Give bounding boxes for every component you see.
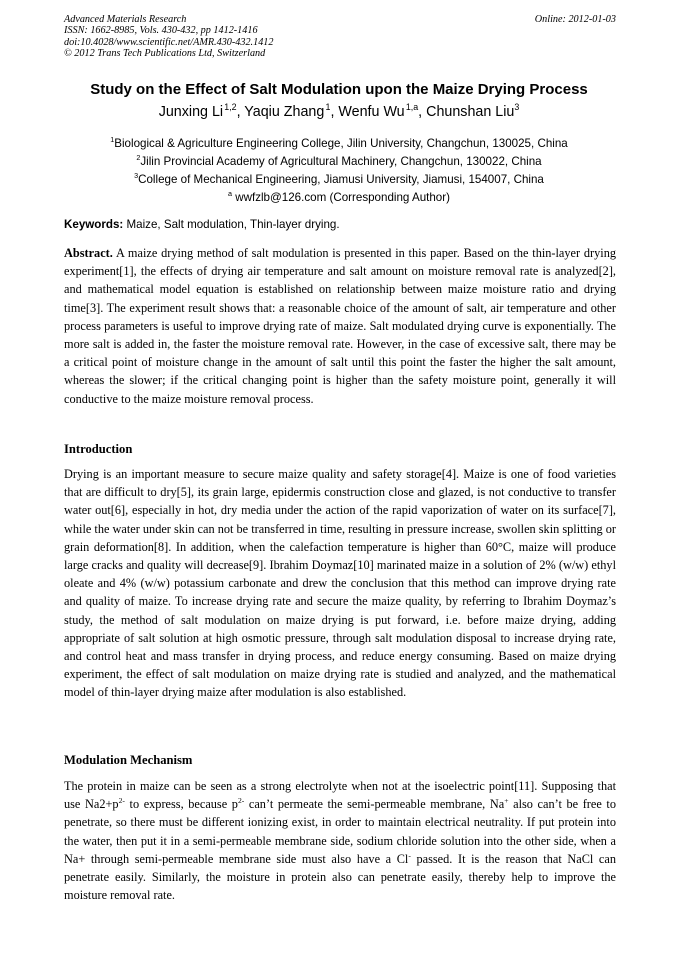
paragraph-text: to express, because p	[124, 797, 238, 812]
journal-name: Advanced Materials Research	[64, 14, 187, 25]
affiliation-3	[0, 173, 678, 186]
paragraph-text: also can’t be free to penetrate, so there must be different ionizing exist, in order to maintain electrical neutrality. If put protein into the water, then put it in a semi-permeable membrane side, sodium chloride solution into the other side, when a Na+ through semi-permeable membrane side must also have a Cl	[64, 797, 616, 866]
section-heading-modulation-mechanism: Modulation Mechanism	[64, 753, 193, 767]
keywords	[64, 218, 616, 231]
keywords-text: Maize, Salt modulation, Thin-layer drying.	[123, 218, 340, 231]
abstract-label: Abstract.	[64, 246, 113, 260]
author-affiliation-mark: 1,a	[405, 102, 419, 113]
author-name: Yaqiu Zhang	[244, 104, 325, 120]
introduction-paragraph: Drying is an important measure to secure maize quality and safety storage[4]. Maize is one of food varieties that are difficult to dry[5], its grain large, epidermis construction close and glazed, is not conductive to transfer water out[6], especially in hot, dry media under the action of the rapid vaporization of water on its surface[7], while the water under skin can not be transferred in time, resulting in pressure increase, swollen skin splitting or grain deformation[8]. In addition, when the calefaction temperature is higher than 60°C, maize will produce large cracks and quality will decrease[9]. Ibrahim Doymaz[10] marinated maize in a solution of 2% (w/w) ethyl oleate and 4% (w/w) potassium carbonate and drew the conclusion that this method can improve drying rate and quality of maize. To increase drying rate and secure the maize quality, by referring to Ibrahim Doymaz’s study, the method of salt modulation on maize drying is put forward, i.e. before maize drying, adding appropriate of salt solution at high osmotic pressure, through salt modulation disposal to increase drying rate, and control heat and mass transfer in drying process, and reduce energy consuming. Based on maize drying experiment, the effect of salt modulation on maize drying rate is studied and analyzed, and the mathematical model of thin-layer drying maize after modulation is also established.	[64, 467, 616, 700]
charge-superscript: 2-	[118, 796, 125, 806]
doi-line[interactable]: doi:10.4028/www.scientific.net/AMR.430-432.1412	[64, 36, 274, 48]
author-list: Junxing Li $^{1,2}$, Yaqiu Zhang $^1$, Wenfu Wu $^{1,a}$, Chunshan Liu$^3$	[158, 102, 520, 120]
email-text[interactable]: wwfzlb@126.com (Corresponding Author)	[232, 191, 450, 204]
corresponding-email	[0, 191, 678, 204]
affiliation-mark: 1	[110, 135, 115, 145]
abstract-paragraph	[64, 244, 616, 408]
copyright-line: © 2012 Trans Tech Publications Ltd, Switzerland	[64, 48, 266, 60]
journal-header	[64, 14, 616, 60]
paragraph-text: can’t permeate the semi-permeable membrane, Na	[244, 797, 505, 812]
charge-superscript: +	[504, 796, 509, 806]
affiliation-mark: 2	[136, 153, 141, 163]
modulation-paragraph	[64, 777, 616, 904]
author-name: Wenfu Wu	[338, 104, 405, 120]
affiliation-text: Jilin Provincial Academy of Agricultural Machinery, Changchun, 130022, China	[140, 155, 542, 168]
affiliation-mark: 3	[134, 171, 139, 181]
author-affiliation-mark: 3	[514, 102, 520, 113]
author-name: Chunshan Liu	[426, 104, 515, 120]
affiliation-text: College of Mechanical Engineering, Jiamusi University, Jiamusi, 154007, China	[138, 173, 544, 186]
affiliation-mark: a	[228, 189, 232, 199]
online-date: Online: 2012-01-03	[534, 14, 616, 25]
paragraph-text: passed. It is the reason that NaCl can penetrate easily. Similarly, the moisture in protein also can penetrate easily, thereby help to improve the moisture removal rate.	[64, 851, 616, 903]
author-affiliation-mark: 1	[325, 102, 331, 113]
affiliation-text: Biological & Agriculture Engineering College, Jilin University, Changchun, 130025, China	[114, 137, 568, 150]
paragraph-text: The protein in maize can be seen as a strong electrolyte when not at the isoelectric point[11]. Supposing that use Na2+p	[64, 779, 616, 812]
issn-line: ISSN: 1662-8985, Vols. 430-432, pp 1412-1416	[64, 25, 258, 37]
author-affiliation-mark: 1,2	[224, 102, 237, 113]
affiliation-2	[0, 155, 678, 168]
abstract-text: A maize drying method of salt modulation is presented in this paper. Based on the thin-layer drying experiment[1], the effects of drying air temperature and salt amount on moisture removal rate is analyzed[2], and mathematical model equation is established on relationship between maize moisture ratio and drying time[3]. The experiment result shows that: a reasonable choice of the amount of salt, air temperature and other process parameters is useful to improve drying rate of maize. Salt modulated drying curve is exponentially. The more salt is added in, the faster the moisture removal rate. However, in the case of excessive salt, there may be a critical point of moisture change in the amount of salt until this point the faster the higher the salt amount, whereas the slower; if the critical changing point is higher than the safety moisture point, generally it will conductive to the maize moisture removal process.	[64, 246, 616, 406]
charge-superscript: 2-	[237, 796, 245, 806]
author-name: Junxing Li	[158, 104, 224, 120]
keywords-label: Keywords:	[64, 218, 124, 231]
paper-title: Study on the Effect of Salt Modulation upon the Maize Drying Process	[90, 81, 588, 98]
section-heading-introduction: Introduction	[64, 442, 133, 456]
affiliation-1	[0, 137, 678, 150]
charge-superscript: -	[408, 850, 411, 860]
